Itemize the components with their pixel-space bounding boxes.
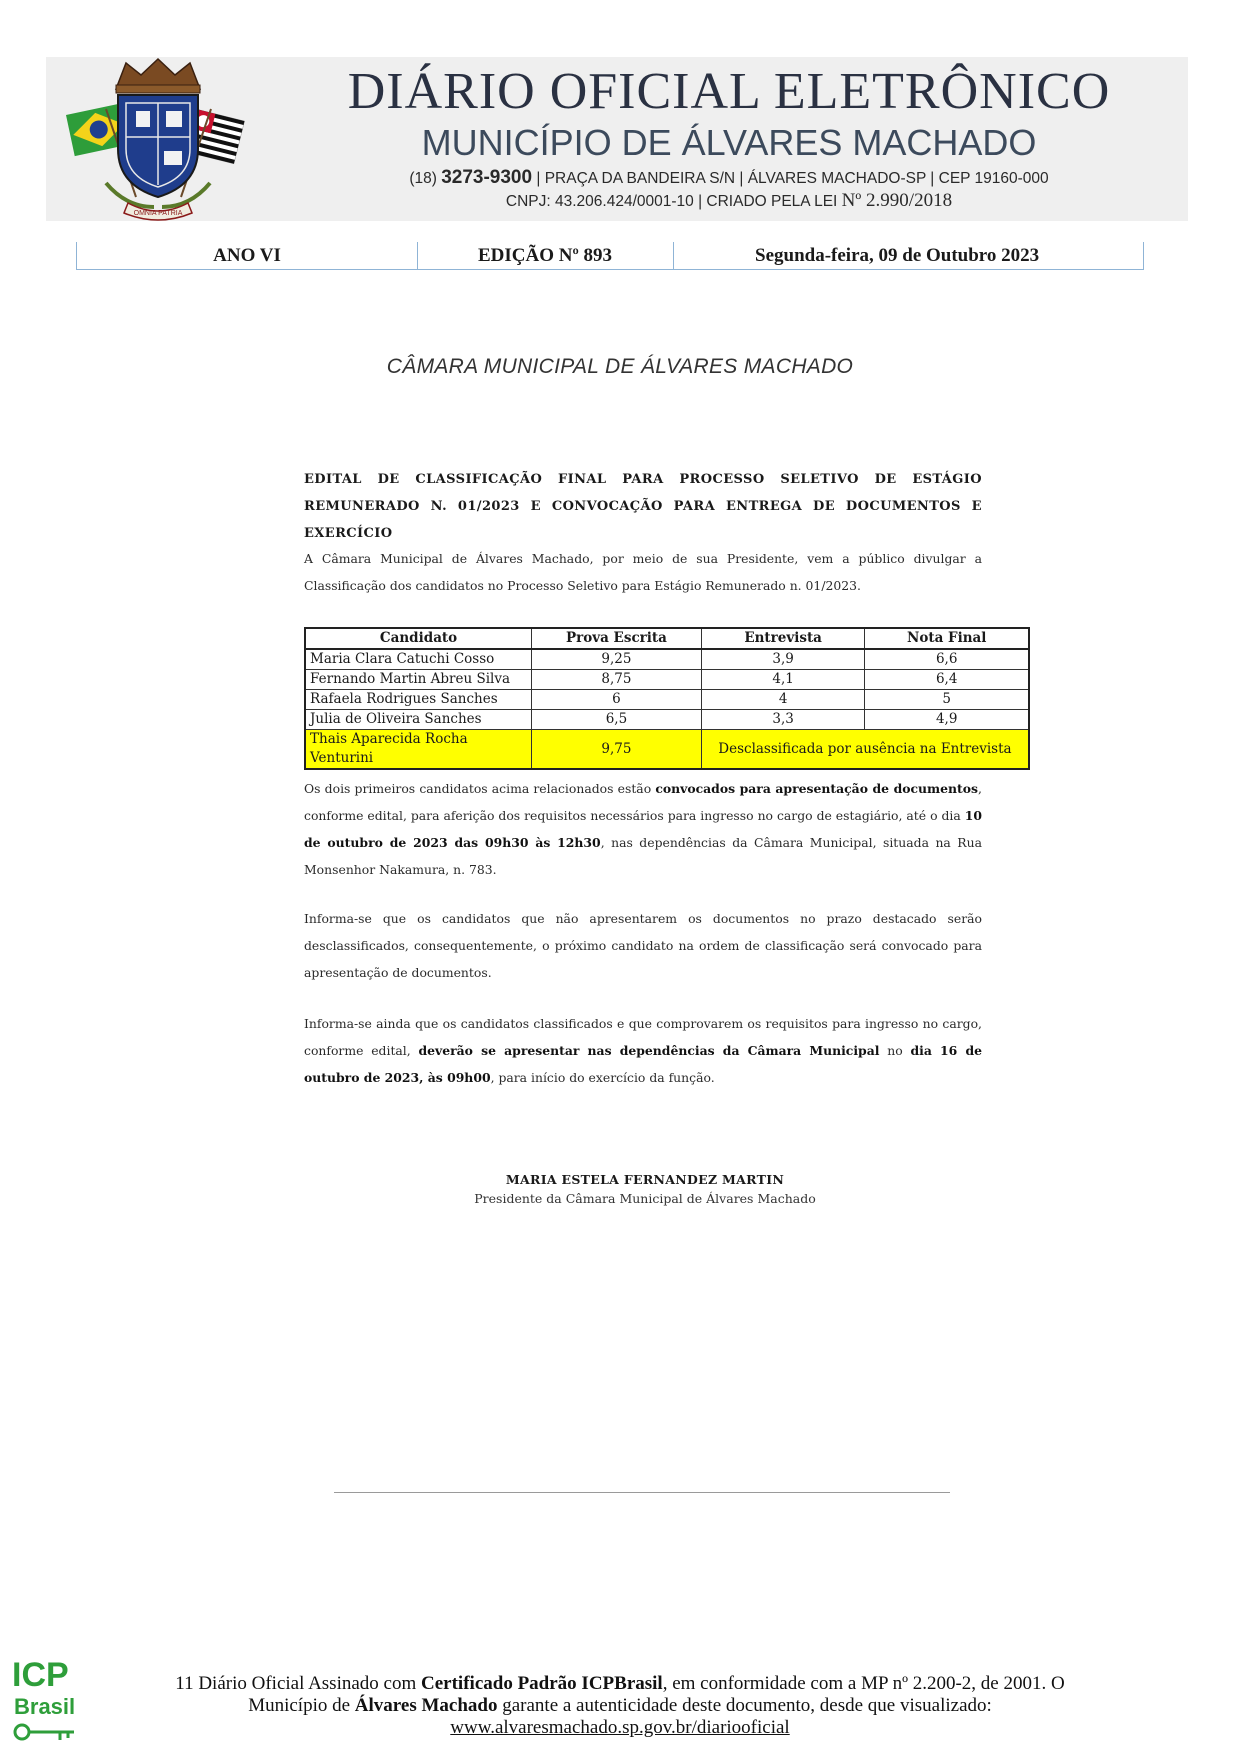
cnpj-line xyxy=(270,190,1188,213)
cell-nota: 5 xyxy=(865,690,1029,710)
edital-title: EDITAL DE CLASSIFICAÇÃO FINAL PARA PROCESSO SELETIVO DE ESTÁGIO REMUNERADO N. 01/2023 E CONVOCAÇÃO PARA ENTREGA DE DOCUMENTOS E EXERCÍCIO xyxy=(304,472,982,541)
classification-table xyxy=(304,627,1030,770)
paragraph-disqualification: Informa-se que os candidatos que não apresentarem os documentos no prazo destacado serão desclassificados, consequentemente, o próximo candidato na ordem de classificação será convocado para apresentação de documentos. xyxy=(304,911,982,980)
phone-number: 3273-9300 xyxy=(441,167,533,188)
cell-entrevista: 4,1 xyxy=(701,670,865,690)
footer-text-5: garante a autenticidade deste documento, desde que visualizado: xyxy=(497,1695,992,1716)
law-number: Nº 2.990/2018 xyxy=(841,190,953,211)
table-header-row xyxy=(305,628,1029,649)
cell-nota: 4,9 xyxy=(865,710,1029,730)
cell-prova: 9,25 xyxy=(532,649,702,670)
p3-bold-b: deverão se apresentar nas dependências da Câmara Municipal xyxy=(418,1043,880,1058)
cell-candidato: Rafaela Rodrigues Sanches xyxy=(305,690,532,710)
edition-date: Segunda-feira, 09 de Outubro 2023 xyxy=(755,245,1040,266)
paragraph-start xyxy=(304,1010,982,1091)
cell-status: Desclassificada por ausência na Entrevista xyxy=(701,730,1029,770)
col-nota-final: Nota Final xyxy=(865,628,1029,649)
table-row xyxy=(305,710,1029,730)
p1-text-a: Os dois primeiros candidatos acima relacionados estão xyxy=(304,781,656,796)
municipality-name: MUNICÍPIO DE ÁLVARES MACHADO xyxy=(421,122,1037,163)
table-row-highlighted xyxy=(305,730,1029,770)
edition-year: ANO VI xyxy=(77,242,418,269)
footer-certification xyxy=(160,1673,1080,1739)
p3-text-c: no xyxy=(879,1043,911,1058)
col-candidato: Candidato xyxy=(305,628,532,649)
cell-entrevista: 4 xyxy=(701,690,865,710)
cell-entrevista: 3,3 xyxy=(701,710,865,730)
footer-bold-2: Certificado Padrão ICPBrasil xyxy=(421,1673,663,1694)
table-row xyxy=(305,670,1029,690)
p1-bold-b: convocados para apresentação de documentos xyxy=(655,781,979,796)
footer-bold-4: Álvares Machado xyxy=(354,1695,498,1716)
footer-text-1: 11 Diário Oficial Assinado com xyxy=(175,1673,422,1694)
cell-prova: 6,5 xyxy=(532,710,702,730)
cell-nota: 6,4 xyxy=(865,670,1029,690)
icp-text: ICP xyxy=(12,1656,69,1694)
p3-bold-d: dia 16 de outubro de 2023, às 09h00 xyxy=(304,1043,982,1085)
contact-line xyxy=(270,167,1188,190)
p1-bold-d: 10 de outubro de 2023 das 09h30 às 12h30 xyxy=(304,808,982,850)
cell-candidato: Maria Clara Catuchi Cosso xyxy=(305,649,532,670)
footer-link[interactable]: www.alvaresmachado.sp.gov.br/diariooficial xyxy=(450,1717,790,1738)
p3-text-e: , para início do exercício da função. xyxy=(490,1070,715,1085)
p1-text-e: , nas dependências da Câmara Municipal, situada na Rua Monsenhor Nakamura, n. 783. xyxy=(304,835,982,877)
cell-candidato: Thais Aparecida Rocha Venturini xyxy=(305,730,532,770)
cell-candidato: Julia de Oliveira Sanches xyxy=(305,710,532,730)
coat-of-arms-icon xyxy=(46,57,270,221)
organ-heading: CÂMARA MUNICIPAL DE ÁLVARES MACHADO xyxy=(386,355,854,378)
footer-text-3: , em conformidade com a MP nº 2.200-2, de 2001. O Município de xyxy=(248,1673,1065,1716)
table-row xyxy=(305,690,1029,710)
municipal-coat-of-arms xyxy=(46,57,270,221)
cell-prova: 9,75 xyxy=(532,730,702,770)
icp-brasil-icon xyxy=(10,1652,90,1748)
icp-brasil-logo xyxy=(10,1652,90,1748)
header-title-block xyxy=(270,57,1188,221)
brasil-text: Brasil xyxy=(14,1694,76,1719)
cell-candidato: Fernando Martin Abreu Silva xyxy=(305,670,532,690)
cnpj: CNPJ: 43.206.424/0001-10 | CRIADO PELA LEI xyxy=(505,193,842,210)
cell-prova: 8,75 xyxy=(532,670,702,690)
cell-entrevista: 3,9 xyxy=(701,649,865,670)
col-prova-escrita: Prova Escrita xyxy=(532,628,702,649)
edition-bar xyxy=(76,242,1144,270)
edition-number: EDIÇÃO Nº 893 xyxy=(417,242,674,269)
divider xyxy=(334,1492,950,1493)
signature-role: Presidente da Câmara Municipal de Álvares Machado xyxy=(474,1191,816,1206)
phone-prefix: (18) xyxy=(409,170,442,187)
intro-paragraph: A Câmara Municipal de Álvares Machado, por meio de sua Presidente, vem a público divulgar a Classificação dos candidatos no Processo Seletivo para Estágio Remunerado n. 01/2023. xyxy=(304,551,982,593)
crest-motto: OMNIA PATRIA xyxy=(133,210,183,217)
table-row xyxy=(305,649,1029,670)
cell-prova: 6 xyxy=(532,690,702,710)
header-banner xyxy=(46,57,1188,221)
signature-name: MARIA ESTELA FERNANDEZ MARTIN xyxy=(505,1172,785,1187)
gazette-title: DIÁRIO OFICIAL ELETRÔNICO xyxy=(347,63,1111,120)
cell-nota: 6,6 xyxy=(865,649,1029,670)
paragraph-convocation xyxy=(304,775,982,883)
col-entrevista: Entrevista xyxy=(701,628,865,649)
p1-text-c: , conforme edital, para aferição dos requisitos necessários para ingresso no cargo de estagiário, até o dia xyxy=(304,781,982,823)
p3-text-a: Informa-se ainda que os candidatos classificados e que comprovarem os requisitos para ingresso no cargo, conforme edital, xyxy=(304,1016,982,1058)
address: | PRAÇA DA BANDEIRA S/N | ÁLVARES MACHADO-SP | CEP 19160-000 xyxy=(532,170,1049,187)
